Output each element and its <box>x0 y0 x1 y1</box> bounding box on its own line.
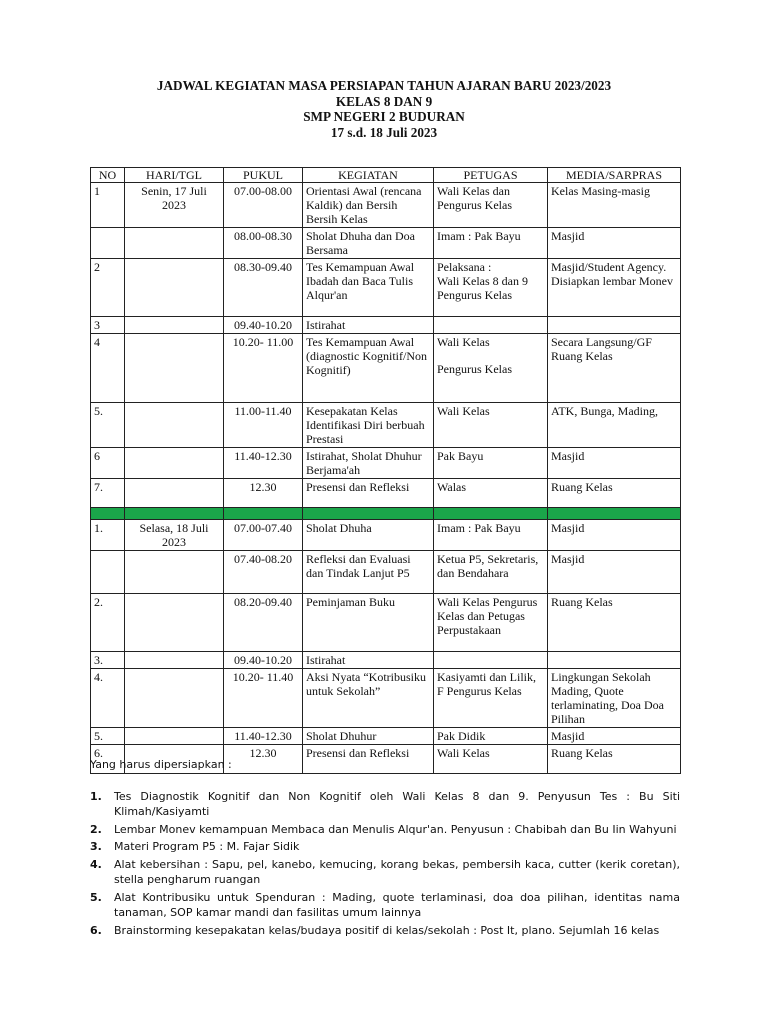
item-text: Brainstorming kesepakatan kelas/budaya positif di kelas/sekolah : Post It, plano. Sejumlah 16 kelas <box>114 923 660 937</box>
cell-media: Masjid <box>548 520 681 551</box>
date-line: 17 s.d. 18 Juli 2023 <box>330 124 438 140</box>
table-row <box>91 317 681 334</box>
cell-kegiatan: Presensi dan Refleksi <box>303 479 434 508</box>
cell-pukul: 07.40-08.20 <box>224 551 303 594</box>
header-petugas: PETUGAS <box>434 168 548 183</box>
cell-media: Kelas Masing-masig <box>548 183 681 228</box>
cell-pukul: 11.00-11.40 <box>224 403 303 448</box>
list-item <box>90 822 680 838</box>
table-row <box>91 479 681 508</box>
item-number: 1. <box>90 789 102 803</box>
table-row <box>91 551 681 594</box>
cell-hari <box>125 317 224 334</box>
cell-kegiatan: Sholat Dhuha dan Doa Bersama <box>303 228 434 259</box>
notes-list <box>90 789 680 939</box>
header-media: MEDIA/SARPRAS <box>548 168 681 183</box>
cell-kegiatan: Aksi Nyata “Kotribusiku untuk Sekolah” <box>303 669 434 728</box>
cell-hari <box>125 228 224 259</box>
cell-media: Masjid <box>548 728 681 745</box>
schedule-table <box>90 167 681 774</box>
preparation-notes <box>90 757 680 940</box>
cell-hari <box>125 551 224 594</box>
cell-petugas <box>434 317 548 334</box>
class-line: KELAS 8 DAN 9 <box>335 93 433 109</box>
item-text: Tes Diagnostik Kognitif dan Non Kognitif oleh Wali Kelas 8 dan 9. Penyusun Tes : Bu Siti Klimah/Kasiyamti <box>114 789 680 818</box>
cell-hari <box>125 334 224 403</box>
cell-pukul: 12.30 <box>224 745 303 774</box>
day-label: Selasa, 18 Juli 2023 <box>125 520 224 551</box>
cell-pukul: 09.40-10.20 <box>224 317 303 334</box>
cell-petugas <box>434 334 548 403</box>
cell-pukul: 07.00-08.00 <box>224 183 303 228</box>
separator-cell <box>125 508 224 520</box>
cell-no <box>91 551 125 594</box>
separator-cell <box>224 508 303 520</box>
separator-cell <box>303 508 434 520</box>
table-header-row <box>91 168 681 183</box>
cell-no: 3. <box>91 652 125 669</box>
table-row <box>91 728 681 745</box>
table-row <box>91 228 681 259</box>
item-text: Alat kebersihan : Sapu, pel, kanebo, kemucing, korang bekas, pembersih kaca, cutter (kerik coretan), stella pengharum ruangan <box>114 857 680 886</box>
list-item <box>90 857 680 888</box>
cell-petugas: Ketua P5, Sekretaris, dan Bendahara <box>434 551 548 594</box>
item-text: Alat Kontribusiku untuk Spenduran : Mading, quote terlaminasi, doa doa pilihan, identitas nama tanaman, SOP kamar mandi dan fasilitas umum lainnya <box>114 890 680 919</box>
cell-pukul: 11.40-12.30 <box>224 448 303 479</box>
cell-kegiatan: Tes Kemampuan Awal (diagnostic Kognitif/Non Kognitif) <box>303 334 434 403</box>
cell-hari <box>125 669 224 728</box>
cell-petugas: Wali Kelas <box>434 745 548 774</box>
item-number: 6. <box>90 923 102 937</box>
cell-no: 5. <box>91 728 125 745</box>
separator-cell <box>91 508 125 520</box>
cell-no: 1 <box>91 183 125 228</box>
separator-cell <box>434 508 548 520</box>
cell-no: 4. <box>91 669 125 728</box>
cell-media: Masjid <box>548 228 681 259</box>
cell-petugas: Wali Kelas <box>434 403 548 448</box>
table-row <box>91 183 681 228</box>
table-row <box>91 652 681 669</box>
item-text: Materi Program P5 : M. Fajar Sidik <box>114 840 300 853</box>
cell-no: 6 <box>91 448 125 479</box>
item-number: 5. <box>90 890 102 904</box>
cell-pukul: 10.20- 11.40 <box>224 669 303 728</box>
list-item <box>90 789 680 820</box>
notes-intro: Yang harus dipersiapkan : <box>90 758 232 771</box>
cell-no: 2 <box>91 259 125 317</box>
header-pukul: PUKUL <box>224 168 303 183</box>
table-row <box>91 594 681 652</box>
cell-petugas: Pak Didik <box>434 728 548 745</box>
cell-hari <box>125 728 224 745</box>
cell-media: Ruang Kelas <box>548 479 681 508</box>
item-number: 2. <box>90 822 102 836</box>
cell-media <box>548 317 681 334</box>
cell-no: 1. <box>91 520 125 551</box>
header-no: NO <box>91 168 125 183</box>
cell-media: Masjid <box>548 551 681 594</box>
cell-no: 3 <box>91 317 125 334</box>
petugas-line: Wali Kelas <box>437 335 490 349</box>
cell-pukul: 10.20- 11.00 <box>224 334 303 403</box>
cell-pukul: 08.00-08.30 <box>224 228 303 259</box>
cell-petugas: Pak Bayu <box>434 448 548 479</box>
item-text: Lembar Monev kemampuan Membaca dan Menulis Alqur'an. Penyusun : Chabibah dan Bu Iin Wahyuni <box>114 822 677 836</box>
list-item <box>90 890 680 921</box>
cell-petugas: Wali Kelas dan Pengurus Kelas <box>434 183 548 228</box>
header-kegiatan: KEGIATAN <box>303 168 434 183</box>
cell-kegiatan: Presensi dan Refleksi <box>303 745 434 774</box>
cell-kegiatan: Sholat Dhuha <box>303 520 434 551</box>
cell-kegiatan: Tes Kemampuan Awal Ibadah dan Baca Tulis Alqur'an <box>303 259 434 317</box>
cell-media: Secara Langsung/GF Ruang Kelas <box>548 334 681 403</box>
petugas-line: Wali Kelas 8 dan 9 <box>437 274 529 288</box>
table-row <box>91 520 681 551</box>
petugas-line: Pengurus Kelas <box>437 288 512 302</box>
cell-no: 6. <box>91 745 125 774</box>
cell-petugas: Imam : Pak Bayu <box>434 228 548 259</box>
cell-no: 5. <box>91 403 125 448</box>
cell-hari <box>125 259 224 317</box>
cell-media: ATK, Bunga, Mading, <box>548 403 681 448</box>
cell-kegiatan: Refleksi dan Evaluasi dan Tindak Lanjut P5 <box>303 551 434 594</box>
cell-pukul: 11.40-12.30 <box>224 728 303 745</box>
table-row <box>91 403 681 448</box>
cell-petugas: Imam : Pak Bayu <box>434 520 548 551</box>
petugas-line: Pengurus Kelas <box>437 362 512 376</box>
cell-media: Ruang Kelas <box>548 745 681 774</box>
cell-petugas: Wali Kelas Pengurus Kelas dan Petugas Perpustakaan <box>434 594 548 652</box>
cell-petugas <box>434 652 548 669</box>
title-line: JADWAL KEGIATAN MASA PERSIAPAN TAHUN AJARAN BARU 2023/2023 <box>156 78 612 93</box>
cell-petugas: Walas <box>434 479 548 508</box>
cell-no: 4 <box>91 334 125 403</box>
cell-kegiatan: Istirahat <box>303 317 434 334</box>
cell-media: Masjid <box>548 448 681 479</box>
cell-hari <box>125 594 224 652</box>
school-line: SMP NEGERI 2 BUDURAN <box>303 109 465 125</box>
cell-hari <box>125 448 224 479</box>
cell-no: 7. <box>91 479 125 508</box>
cell-no: 2. <box>91 594 125 652</box>
separator-cell <box>548 508 681 520</box>
cell-petugas <box>434 259 548 317</box>
petugas-line: Pelaksana : <box>437 260 492 274</box>
cell-pukul: 08.30-09.40 <box>224 259 303 317</box>
cell-no <box>91 228 125 259</box>
document-title <box>0 78 768 140</box>
header-hari: HARI/TGL <box>125 168 224 183</box>
cell-kegiatan: Kesepakatan Kelas Identifikasi Diri berbuah Prestasi <box>303 403 434 448</box>
cell-media <box>548 652 681 669</box>
day-separator-row <box>91 508 681 520</box>
cell-kegiatan: Istirahat, Sholat Dhuhur Berjama'ah <box>303 448 434 479</box>
table-row <box>91 259 681 317</box>
cell-media: Masjid/Student Agency. Disiapkan lembar Monev <box>548 259 681 317</box>
day-label: Senin, 17 Juli 2023 <box>125 183 224 228</box>
item-number: 3. <box>90 840 102 853</box>
table-row <box>91 669 681 728</box>
table-row <box>91 334 681 403</box>
cell-kegiatan: Sholat Dhuhur <box>303 728 434 745</box>
cell-kegiatan: Istirahat <box>303 652 434 669</box>
cell-kegiatan: Orientasi Awal (rencana Kaldik) dan Bersih Bersih Kelas <box>303 183 434 228</box>
cell-hari <box>125 652 224 669</box>
item-number: 4. <box>90 857 102 871</box>
table-row <box>91 448 681 479</box>
cell-petugas: Kasiyamti dan Lilik, F Pengurus Kelas <box>434 669 548 728</box>
cell-pukul: 08.20-09.40 <box>224 594 303 652</box>
list-item <box>90 923 680 939</box>
cell-kegiatan: Peminjaman Buku <box>303 594 434 652</box>
cell-pukul: 07.00-07.40 <box>224 520 303 551</box>
list-item <box>90 839 680 855</box>
cell-hari <box>125 479 224 508</box>
cell-pukul: 09.40-10.20 <box>224 652 303 669</box>
cell-hari <box>125 403 224 448</box>
cell-pukul: 12.30 <box>224 479 303 508</box>
cell-media: Lingkungan Sekolah Mading, Quote terlaminating, Doa Doa Pilihan <box>548 669 681 728</box>
cell-media: Ruang Kelas <box>548 594 681 652</box>
